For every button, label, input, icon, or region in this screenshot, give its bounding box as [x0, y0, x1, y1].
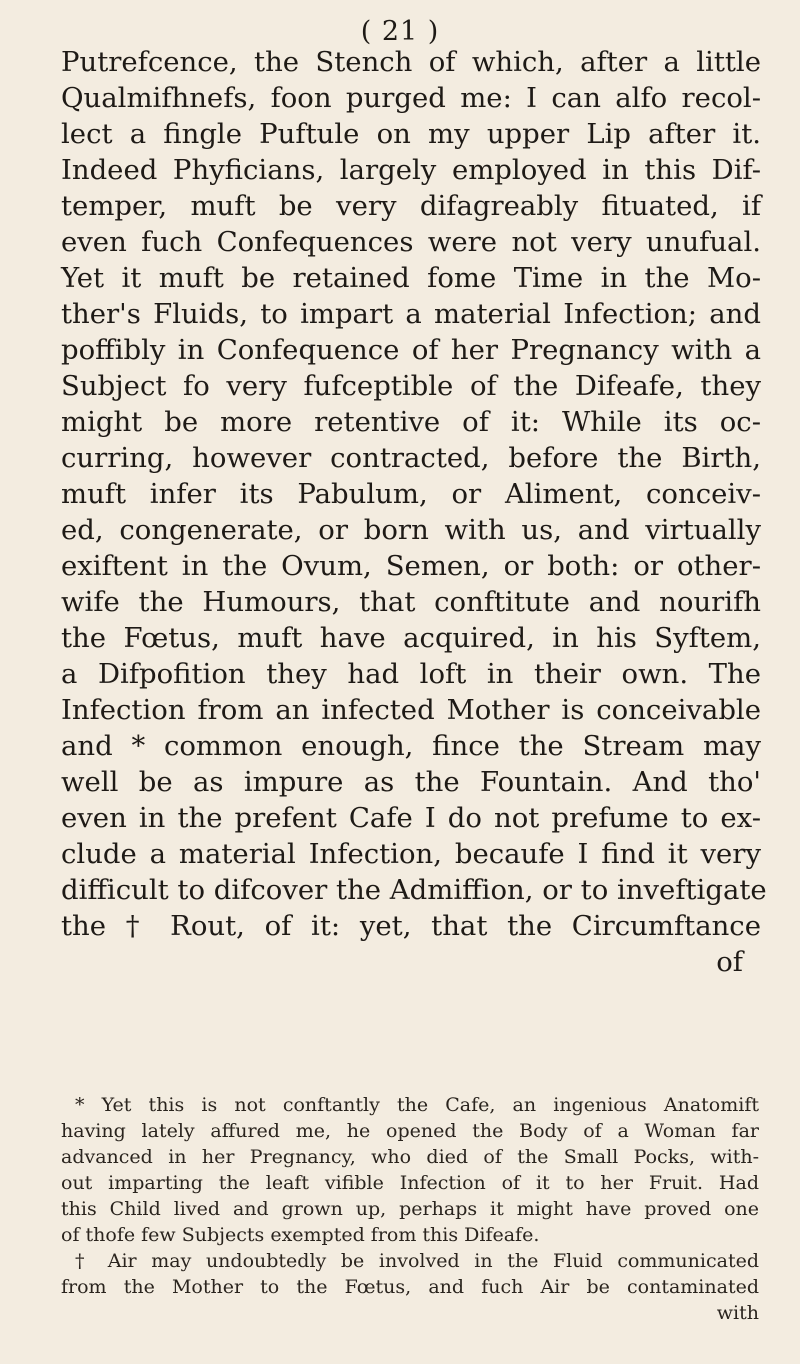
body-line: Qualmifhnefs, foon purged me: I can alfo recol- — [61, 82, 761, 114]
footnote-line: from the Mother to the Fœtus, and fuch Air be contaminated — [61, 1276, 759, 1298]
body-line: and * common enough, fince the Stream may — [61, 730, 761, 762]
footnote-line: having lately affured me, he opened the Body of a Woman far — [61, 1120, 759, 1142]
body-line: temper, muft be very difagreably fituated, if — [61, 190, 761, 222]
footnote-line: advanced in her Pregnancy, who died of the Small Pocks, with- — [61, 1146, 759, 1168]
body-line: well be as impure as the Fountain. And tho' — [61, 766, 761, 798]
body-line: Putrefcence, the Stench of which, after a little — [61, 46, 761, 78]
body-line: even in the prefent Cafe I do not prefume to ex- — [61, 802, 761, 834]
body-line: Subject fo very fufceptible of the Difeafe, they — [61, 370, 761, 402]
page-number: ( 21 ) — [360, 16, 440, 47]
body-line: Indeed Phyficians, largely employed in this Dif- — [61, 154, 761, 186]
body-line: lect a fingle Puftule on my upper Lip after it. — [61, 118, 761, 150]
body-line: muft infer its Pabulum, or Aliment, conceiv- — [61, 478, 761, 510]
body-line: might be more retentive of it: While its oc- — [61, 406, 761, 438]
body-line: Yet it muft be retained fome Time in the Mo- — [61, 262, 761, 294]
body-line: a Difpofition they had loft in their own. The — [61, 658, 761, 690]
body-line: Infection from an infected Mother is conceivable — [61, 694, 761, 726]
footnote-line: * Yet this is not conftantly the Cafe, an ingenious Anatomift — [75, 1094, 759, 1116]
footnote-line: this Child lived and grown up, perhaps it might have proved one — [61, 1198, 759, 1220]
body-line: poffibly in Confequence of her Pregnancy with a — [61, 334, 761, 366]
footnote-line: out imparting the leaft vifible Infection of it to her Fruit. Had — [61, 1172, 759, 1194]
body-line: exiftent in the Ovum, Semen, or both: or other- — [61, 550, 761, 582]
body-line: clude a material Infection, becaufe I find it very — [61, 838, 761, 870]
footnote-catchword: with — [716, 1302, 759, 1324]
body-line: even fuch Confequences were not very unufual. — [61, 226, 761, 258]
footnote-line: † Air may undoubtedly be involved in the Fluid communicated — [75, 1250, 759, 1272]
footnote-line: of thofe few Subjects exempted from this Difeafe. — [61, 1224, 540, 1246]
body-line: wife the Humours, that conftitute and nourifh — [61, 586, 761, 618]
body-line: the † Rout, of it: yet, that the Circumftance — [61, 910, 761, 942]
body-line: curring, however contracted, before the Birth, — [61, 442, 761, 474]
body-line: the Fœtus, muft have acquired, in his Syftem, — [61, 622, 761, 654]
body-line: ed, congenerate, or born with us, and virtually — [61, 514, 761, 546]
body-line: difficult to difcover the Admiffion, or to inveftigate — [61, 874, 767, 906]
catchword: of — [716, 946, 743, 978]
body-line: ther's Fluids, to impart a material Infection; and — [61, 298, 761, 330]
